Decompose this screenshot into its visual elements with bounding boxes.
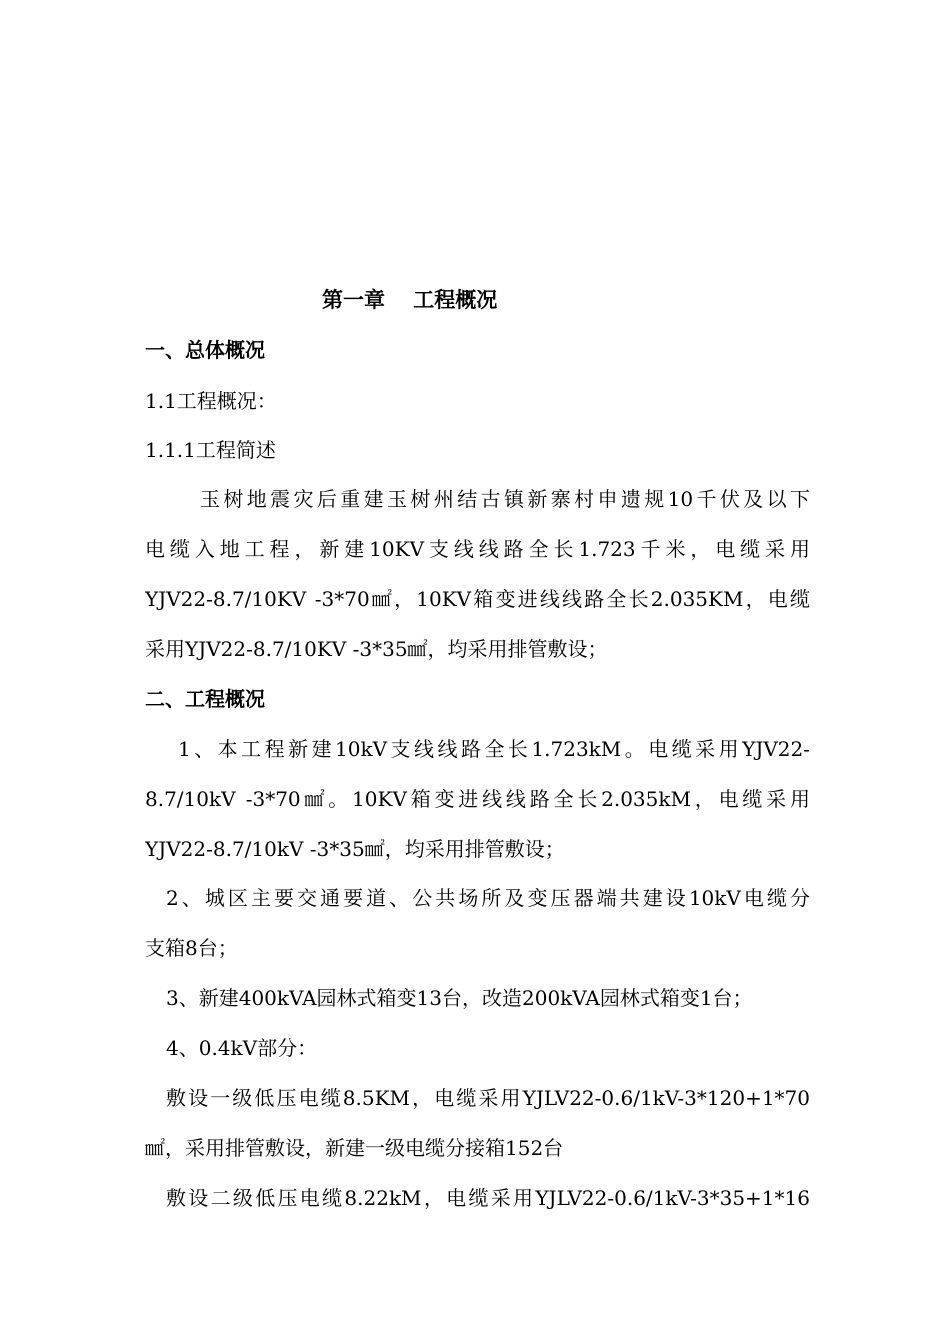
- section-heading-project: 二、工程概况: [145, 687, 265, 711]
- chapter-title: 第一章 工程概况: [322, 288, 498, 312]
- overview-paragraph-line: YJV22-8.7/10KV -3*70㎟，10KV箱变进线线路全长2.035KM，电缆: [145, 587, 810, 611]
- item-3: 3、新建400kVA园林式箱变13台，改造200kVA园林式箱变1台；: [166, 986, 753, 1010]
- section-heading-overall: 一、总体概况: [145, 338, 265, 362]
- low-voltage-cable-1-line: ㎟，采用排管敷设，新建一级电缆分接箱152台: [145, 1136, 564, 1160]
- item-2-line: 2、城区主要交通要道、公共场所及变压器端共建设10kV电缆分: [166, 886, 810, 910]
- low-voltage-cable-2-line: 敷设二级低压电缆8.22kM，电缆采用YJLV22-0.6/1kV-3*35+1*16: [166, 1186, 810, 1210]
- subsection-1-1-1: 1.1.1工程简述: [145, 438, 276, 462]
- overview-paragraph-line: 电缆入地工程，新建10KV支线线路全长1.723千米，电缆采用: [145, 537, 810, 561]
- item-1-line: 8.7/10kV -3*70㎟。10KV箱变进线线路全长2.035kM，电缆采用: [145, 787, 810, 811]
- low-voltage-cable-1-line: 敷设一级低压电缆8.5KM，电缆采用YJLV22-0.6/1kV-3*120+1*70: [166, 1086, 810, 1110]
- item-2-line: 支箱8台；: [145, 936, 238, 960]
- item-1-line: YJV22-8.7/10kV -3*35㎟，均采用排管敷设；: [145, 837, 565, 861]
- item-1-line: 1、本工程新建10kV支线线路全长1.723kM。电缆采用YJV22-: [178, 737, 810, 761]
- subsection-1-1: 1.1工程概况：: [145, 389, 277, 413]
- overview-paragraph-line: 采用YJV22-8.7/10KV -3*35㎟，均采用排管敷设；: [145, 637, 608, 661]
- item-4: 4、0.4kV部分：: [166, 1036, 318, 1060]
- overview-paragraph-line: 玉树地震灾后重建玉树州结古镇新寨村申遗规10千伏及以下: [200, 487, 810, 511]
